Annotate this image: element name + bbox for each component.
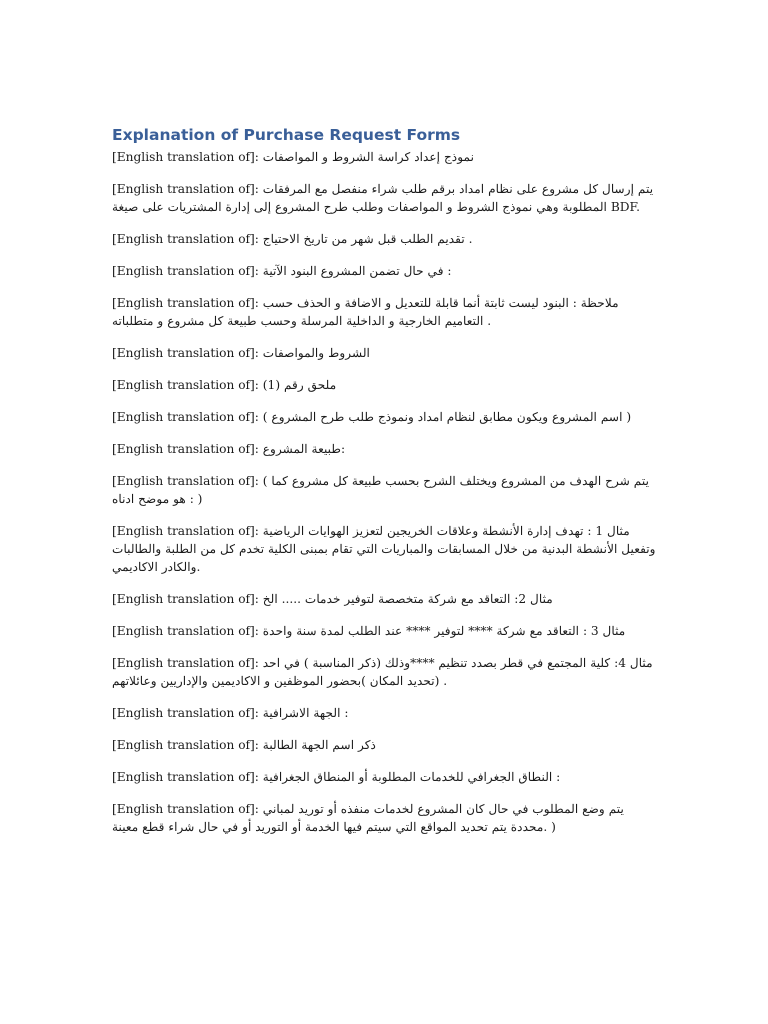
translation-prefix: [English translation of]:	[112, 802, 263, 816]
paragraph	[112, 654, 657, 690]
paragraph-text: طبيعة المشروع:	[262, 442, 346, 456]
paragraph-text: ( اسم المشروع ويكون مطابق لنظام امداد ونموذج طلب طرح المشروع )	[262, 410, 632, 424]
paragraph-text: النطاق الجغرافي للخدمات المطلوبة أو المنطاق الجغرافية :	[262, 770, 561, 784]
paragraph	[112, 472, 657, 508]
paragraph	[112, 622, 657, 640]
paragraph-text: مثال 1 : تهدف إدارة الأنشطة وعلاقات الخريجين لتعزيز الهوايات الرياضية وتفعيل الأنشطة البدنية من خلال المسابقات والمباريات التي تقام بمبنى الكلية تخدم كل من الطلبة والطالبات والكادر الاكاديمي.	[112, 524, 656, 574]
paragraph-text: نموذج إعداد كراسة الشروط و المواصفات	[262, 150, 474, 164]
paragraph	[112, 344, 657, 362]
paragraph-text: الجهة الاشرافية :	[262, 706, 349, 720]
translation-prefix: [English translation of]:	[112, 264, 263, 278]
paragraph	[112, 408, 657, 426]
translation-prefix: [English translation of]:	[112, 524, 263, 538]
translation-prefix: [English translation of]:	[112, 706, 263, 720]
paragraph-text: مثال 4: كلية المجتمع في قطر بصدد تنظيم ****وذلك (ذكر المناسبة ) في احد (تحديد المكان )بحضور الموظفين و الاكاديمين والإداريين وعائلاتهم .	[112, 656, 653, 688]
translation-prefix: [English translation of]:	[112, 232, 263, 246]
paragraph	[112, 148, 657, 166]
paragraph	[112, 590, 657, 608]
paragraph-text: ذكر اسم الجهة الطالبة	[262, 738, 376, 752]
paragraph	[112, 376, 657, 394]
paragraph	[112, 800, 657, 836]
translation-prefix: [English translation of]:	[112, 296, 263, 310]
paragraph	[112, 440, 657, 458]
paragraph-text: مثال 2: التعاقد مع شركة متخصصة لتوفير خدمات ..... الخ	[262, 592, 553, 606]
translation-prefix: [English translation of]:	[112, 182, 263, 196]
paragraph-text: الشروط والمواصفات	[262, 346, 370, 360]
paragraph-text: ملحق رقم (1)	[262, 378, 337, 392]
paragraph	[112, 262, 657, 280]
document-page	[112, 124, 657, 850]
paragraph-text: يتم إرسال كل مشروع على نظام امداد برقم طلب شراء منفصل مع المرفقات المطلوبة وهي نموذج الشروط و المواصفات وطلب طرح المشروع إلى إدارة المشتريات على صيغة BDF.	[112, 182, 654, 214]
translation-prefix: [English translation of]:	[112, 346, 263, 360]
translation-prefix: [English translation of]:	[112, 410, 263, 424]
document-title: Explanation of Purchase Request Forms	[112, 126, 461, 144]
paragraph	[112, 180, 657, 216]
paragraph	[112, 294, 657, 330]
translation-prefix: [English translation of]:	[112, 770, 263, 784]
paragraph-text: في حال تضمن المشروع البنود الآتية :	[262, 264, 452, 278]
translation-prefix: [English translation of]:	[112, 442, 263, 456]
paragraph	[112, 768, 657, 786]
paragraph	[112, 522, 657, 576]
paragraph	[112, 230, 657, 248]
translation-prefix: [English translation of]:	[112, 592, 263, 606]
paragraph	[112, 704, 657, 722]
paragraph-text: مثال 3 : التعاقد مع شركة **** لتوفير **** عند الطلب لمدة سنة واحدة	[262, 624, 626, 638]
translation-prefix: [English translation of]:	[112, 624, 263, 638]
translation-prefix: [English translation of]:	[112, 738, 263, 752]
paragraph-text: يتم وضع المطلوب في حال كان المشروع لخدمات منفذه أو توريد لمباني محددة يتم تحديد المواقع التي سيتم فيها الخدمة أو التوريد أو في حال شراء قطع معينة. )	[112, 802, 624, 834]
paragraph-text: تقديم الطلب قبل شهر من تاريخ الاحتياج .	[262, 232, 473, 246]
translation-prefix: [English translation of]:	[112, 150, 263, 164]
paragraph-text: ( يتم شرح الهدف من المشروع ويختلف الشرح بحسب طبيعة كل مشروع كما هو موضح ادناه : )	[112, 474, 649, 506]
translation-prefix: [English translation of]:	[112, 474, 263, 488]
paragraph-text: ملاحظة : البنود ليست ثابتة أنما قابلة للتعديل و الاضافة و الحذف حسب التعاميم الخارجية و الداخلية المرسلة وحسب طبيعة كل مشروع و متطلباته .	[112, 296, 619, 328]
translation-prefix: [English translation of]:	[112, 378, 263, 392]
paragraph	[112, 736, 657, 754]
translation-prefix: [English translation of]:	[112, 656, 263, 670]
